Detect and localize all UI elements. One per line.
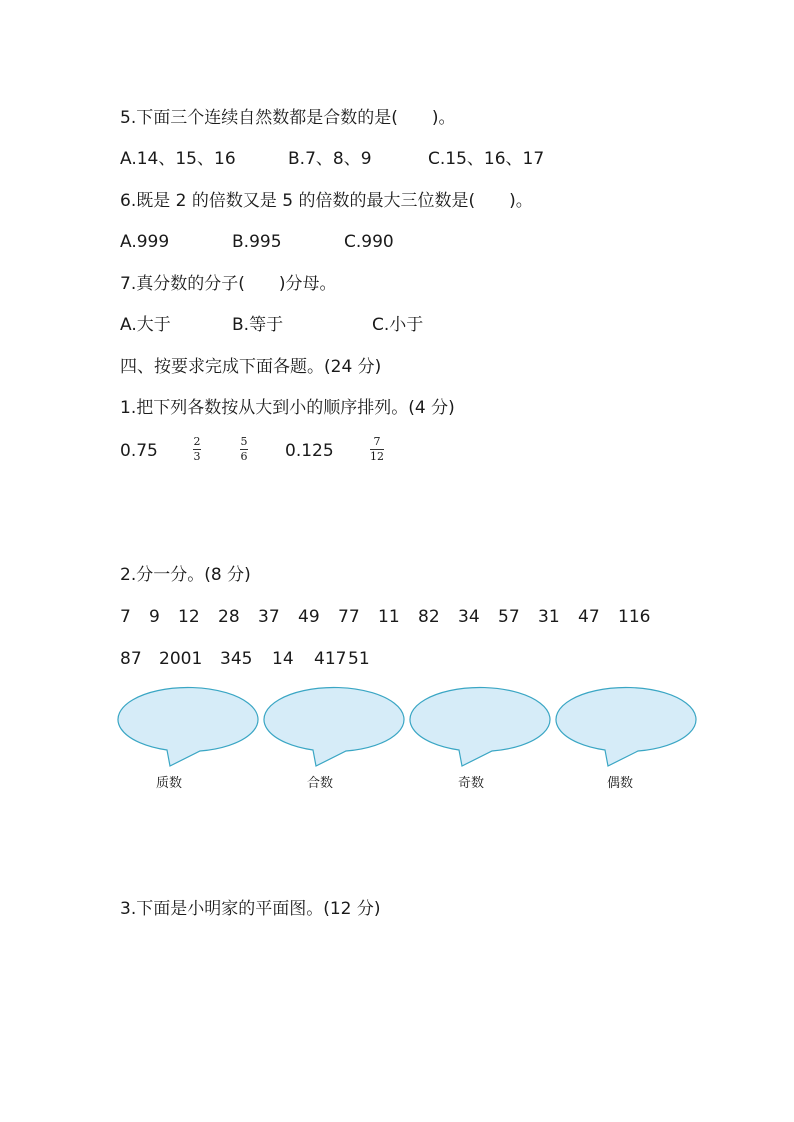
q7-option-c: C.小于 (372, 315, 424, 335)
number-item: 7 (120, 607, 131, 627)
number-item: 49 (298, 607, 320, 627)
bubble-label-even: 偶数 (607, 776, 634, 791)
number-item: 2001 (159, 649, 203, 669)
number-item: 0.75 (120, 441, 158, 461)
number-item: 77 (338, 607, 360, 627)
bubble-odd[interactable] (410, 687, 550, 766)
number-item: 51 (348, 649, 370, 669)
number-item: 82 (418, 607, 440, 627)
number-item: 345 (220, 649, 253, 669)
number-item: 47 (578, 607, 600, 627)
question-5: 5.下面三个连续自然数都是合数的是( )。 (120, 108, 456, 128)
q7-option-b: B.等于 (232, 315, 284, 335)
bubble-label-odd: 奇数 (458, 776, 485, 791)
q5-option-b: B.7、8、9 (288, 149, 372, 169)
problem-2: 2.分一分。(8 分) (120, 565, 251, 585)
number-item: 116 (618, 607, 651, 627)
number-item: 37 (258, 607, 280, 627)
fraction-numerator: 7 (373, 435, 381, 448)
number-item: 9 (149, 607, 160, 627)
number-item: 417 (314, 649, 347, 669)
q6-option-c: C.990 (344, 232, 394, 252)
q5-option-c: C.15、16、17 (428, 149, 545, 169)
question-7: 7.真分数的分子( )分母。 (120, 274, 337, 294)
number-item: 12 (178, 607, 200, 627)
fraction-denominator: 6 (240, 450, 248, 463)
fraction-numerator: 5 (240, 435, 248, 448)
q6-option-b: B.995 (232, 232, 282, 252)
fraction-numerator: 2 (193, 435, 201, 448)
fraction-denominator: 12 (370, 450, 384, 463)
number-item: 0.125 (285, 441, 334, 461)
number-item: 87 (120, 649, 142, 669)
number-item: 28 (218, 607, 240, 627)
number-item: 14 (272, 649, 294, 669)
number-item: 31 (538, 607, 560, 627)
number-item: 34 (458, 607, 480, 627)
bubble-composite[interactable] (264, 687, 404, 766)
fraction-denominator: 3 (193, 450, 201, 463)
q7-option-a: A.大于 (120, 315, 171, 335)
problem-1: 1.把下列各数按从大到小的顺序排列。(4 分) (120, 398, 455, 418)
bubble-label-prime: 质数 (156, 776, 183, 791)
number-item: 57 (498, 607, 520, 627)
bubble-label-composite: 合数 (307, 776, 334, 791)
number-item: 11 (378, 607, 400, 627)
bubble-prime[interactable] (118, 687, 258, 766)
section-4-title: 四、按要求完成下面各题。(24 分) (120, 357, 382, 377)
q6-option-a: A.999 (120, 232, 170, 252)
question-6: 6.既是 2 的倍数又是 5 的倍数的最大三位数是( )。 (120, 191, 533, 211)
problem-3: 3.下面是小明家的平面图。(12 分) (120, 899, 381, 919)
bubble-even[interactable] (556, 687, 696, 766)
q5-option-a: A.14、15、16 (120, 149, 236, 169)
